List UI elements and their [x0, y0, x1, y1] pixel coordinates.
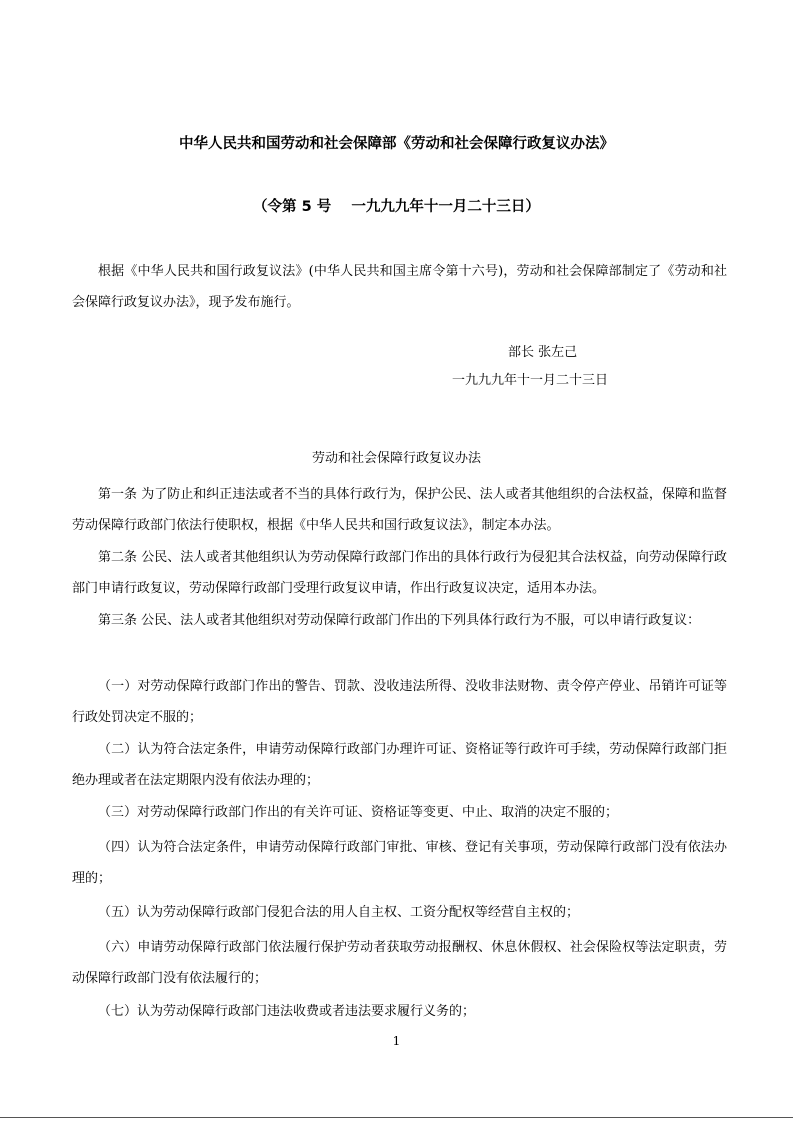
page-bottom-rule: [0, 1117, 793, 1118]
item-6: （六）申请劳动保障行政部门依法履行保护劳动者获取劳动报酬权、休息休假权、社会保险权等法定职责，劳动保障行政部门没有依法履行的；: [72, 940, 727, 986]
signature-name: 部长 张左己: [508, 345, 578, 360]
page-number: 1: [392, 1034, 401, 1048]
article-1: 第一条 为了防止和纠正违法或者不当的具体行政行为，保护公民、法人或者其他组织的合法权益，保障和监督劳动保障行政部门依法行使职权，根据《中华人民共和国行政复议法》，制定本办法。: [72, 487, 727, 533]
item-5: （五）认为劳动保障行政部门侵犯合法的用人自主权、工资分配权等经营自主权的；: [98, 905, 580, 920]
item-7: （七）认为劳动保障行政部门违法收费或者违法要求履行义务的；: [98, 1004, 476, 1019]
order-line: （令第 5 号 一九九九年十一月二十三日）: [253, 199, 540, 215]
article-3: 第三条 公民、法人或者其他组织对劳动保障行政部门作出的下列具体行政行为不服，可以申请行政复议：: [98, 613, 701, 628]
item-3: （三）对劳动保障行政部门作出的有关许可证、资格证等变更、中止、取消的决定不服的；: [98, 805, 619, 820]
article-2: 第二条 公民、法人或者其他组织认为劳动保障行政部门作出的具体行政行为侵犯其合法权益，向劳动保障行政部门申请行政复议，劳动保障行政部门受理行政复议申请，作出行政复议决定，适用本办法。: [72, 550, 727, 596]
signature-date: 一九九九年十一月二十三日: [452, 373, 609, 388]
item-4: （四）认为符合法定条件，申请劳动保障行政部门审批、审核、登记有关事项，劳动保障行政部门没有依法办理的；: [72, 840, 727, 886]
item-1: （一）对劳动保障行政部门作出的警告、罚款、没收违法所得、没收非法财物、责令停产停业、吊销许可证等行政处罚决定不服的；: [72, 679, 727, 725]
regulation-subtitle: 劳动和社会保障行政复议办法: [311, 451, 481, 466]
document-title: 中华人民共和国劳动和社会保障部《劳动和社会保障行政复议办法》: [179, 136, 614, 152]
item-2: （二）认为符合法定条件，申请劳动保障行政部门办理许可证、资格证等行政许可手续，劳动保障行政部门拒绝办理或者在法定期限内没有依法办理的；: [72, 742, 727, 788]
intro-paragraph: 根据《中华人民共和国行政复议法》(中华人民共和国主席令第十六号)，劳动和社会保障部制定了《劳动和社会保障行政复议办法》，现予发布施行。: [72, 264, 727, 310]
